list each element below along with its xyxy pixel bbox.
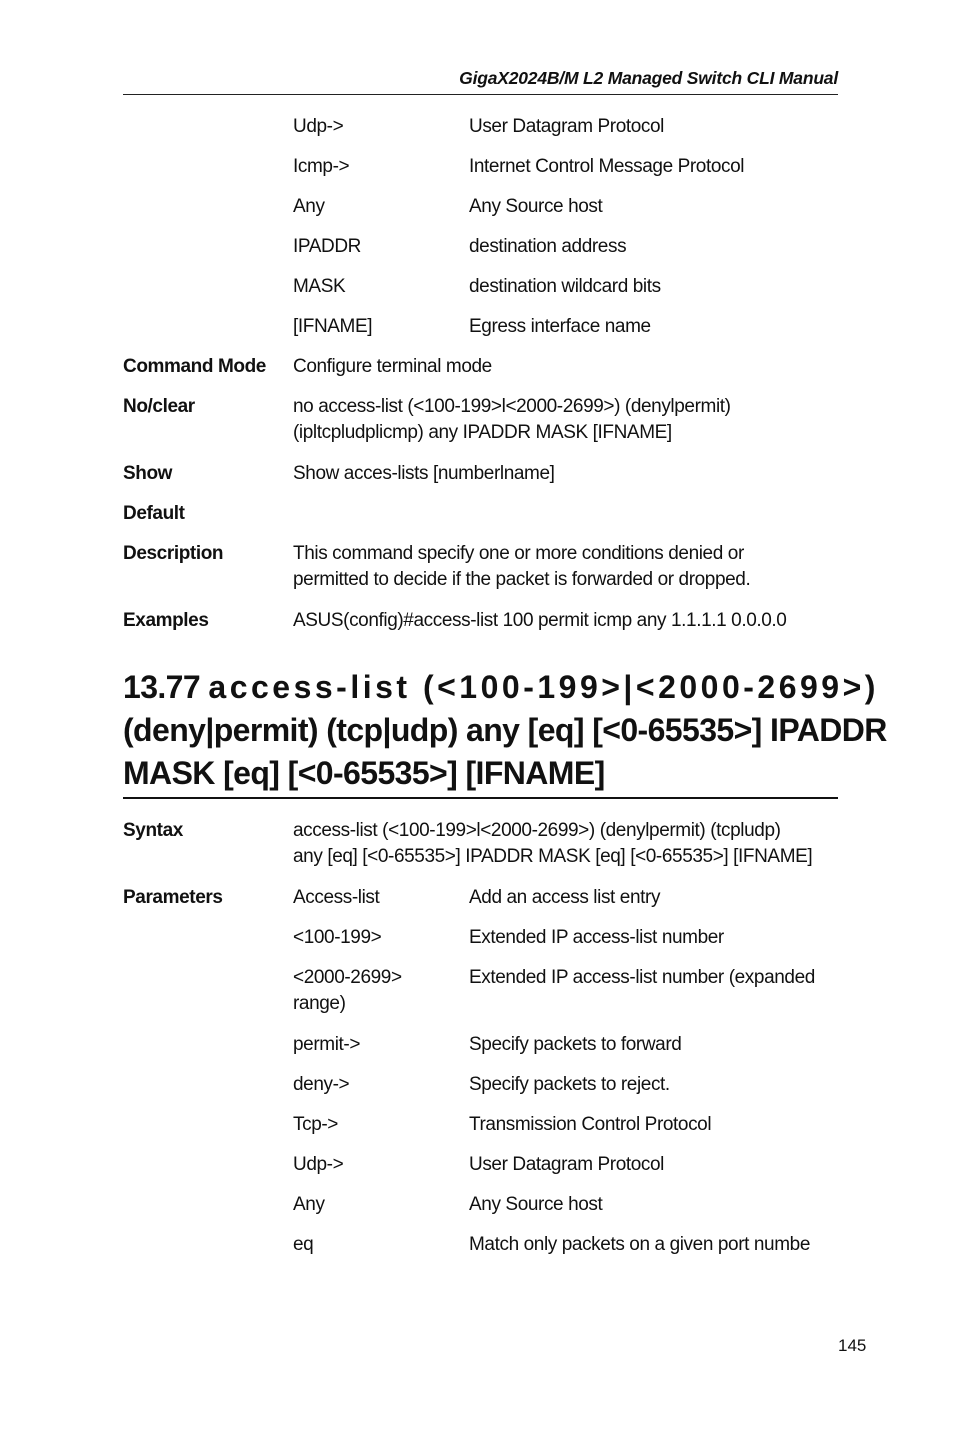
param-desc: Egress interface name xyxy=(469,316,651,337)
param-name: IPADDR xyxy=(293,236,361,257)
section-number: 13.77 xyxy=(123,669,201,705)
default-label: Default xyxy=(123,503,185,524)
param-name: eq xyxy=(293,1234,314,1255)
examples-label: Examples xyxy=(123,610,209,631)
param-desc: User Datagram Protocol xyxy=(469,1154,664,1175)
param-name: deny-> xyxy=(293,1074,350,1095)
param-name: Access-list xyxy=(293,887,380,908)
description-line-2: permitted to decide if the packet is forwarded or dropped. xyxy=(293,569,751,590)
show-value: Show acces-lists [numberlname] xyxy=(293,463,555,484)
no-clear-label: No/clear xyxy=(123,396,195,417)
param-desc: destination address xyxy=(469,236,627,257)
param-desc: Specify packets to reject. xyxy=(469,1074,670,1095)
param-desc: Match only packets on a given port numbe xyxy=(469,1234,810,1255)
param-name: <100-199> xyxy=(293,927,382,948)
param-desc: User Datagram Protocol xyxy=(469,116,664,137)
param-name: <2000-2699> xyxy=(293,967,402,988)
command-mode-value: Configure terminal mode xyxy=(293,356,492,377)
param-name: permit-> xyxy=(293,1034,361,1055)
param-desc: destination wildcard bits xyxy=(469,276,661,297)
syntax-label: Syntax xyxy=(123,820,183,841)
section-heading-line-1 xyxy=(123,666,879,709)
page-number: 145 xyxy=(838,1336,867,1355)
param-desc: Specify packets to forward xyxy=(469,1034,682,1055)
param-desc: Internet Control Message Protocol xyxy=(469,156,745,177)
syntax-line-1: access-list (<100-199>l<2000-2699>) (denylpermit) (tcpludp) xyxy=(293,820,781,841)
param-desc: Transmission Control Protocol xyxy=(469,1114,712,1135)
section-title-line-3: MASK [eq] [<0-65535>] [IFNAME] xyxy=(123,755,605,791)
section-title-line-1: access-list (<100-199>|<2000-2699>) xyxy=(208,669,879,705)
examples-value: ASUS(config)#access-list 100 permit icmp any 1.1.1.1 0.0.0.0 xyxy=(293,610,787,631)
syntax-line-2: any [eq] [<0-65535>] IPADDR MASK [eq] [<0-65535>] [IFNAME] xyxy=(293,846,813,867)
param-name: [IFNAME] xyxy=(293,316,373,337)
running-header: GigaX2024B/M L2 Managed Switch CLI Manual xyxy=(459,68,838,88)
header-divider xyxy=(123,94,838,95)
param-name: MASK xyxy=(293,276,346,297)
description-line-1: This command specify one or more conditions denied or xyxy=(293,543,744,564)
param-desc-continuation: range) xyxy=(293,993,346,1014)
param-name: Any xyxy=(293,196,325,217)
param-name: Udp-> xyxy=(293,116,344,137)
show-label: Show xyxy=(123,463,173,484)
section-title-line-2: (deny|permit) (tcp|udp) any [eq] [<0-65535>] IPADDR xyxy=(123,712,887,748)
param-name: Icmp-> xyxy=(293,156,350,177)
param-desc: Any Source host xyxy=(469,196,603,217)
param-desc: Extended IP access-list number (expanded xyxy=(469,967,815,988)
param-name: Any xyxy=(293,1194,325,1215)
parameters-label: Parameters xyxy=(123,887,223,908)
section-heading xyxy=(123,666,887,795)
no-clear-line-2: (ipltcpludplicmp) any IPADDR MASK [IFNAME] xyxy=(293,422,672,443)
param-name: Tcp-> xyxy=(293,1114,338,1135)
param-desc: Add an access list entry xyxy=(469,887,661,908)
param-desc: Extended IP access-list number xyxy=(469,927,724,948)
description-label: Description xyxy=(123,543,224,564)
param-desc: Any Source host xyxy=(469,1194,603,1215)
command-mode-label: Command Mode xyxy=(123,356,266,377)
section-divider xyxy=(123,797,838,799)
param-name: Udp-> xyxy=(293,1154,344,1175)
no-clear-line-1: no access-list (<100-199>l<2000-2699>) (denylpermit) xyxy=(293,396,731,417)
